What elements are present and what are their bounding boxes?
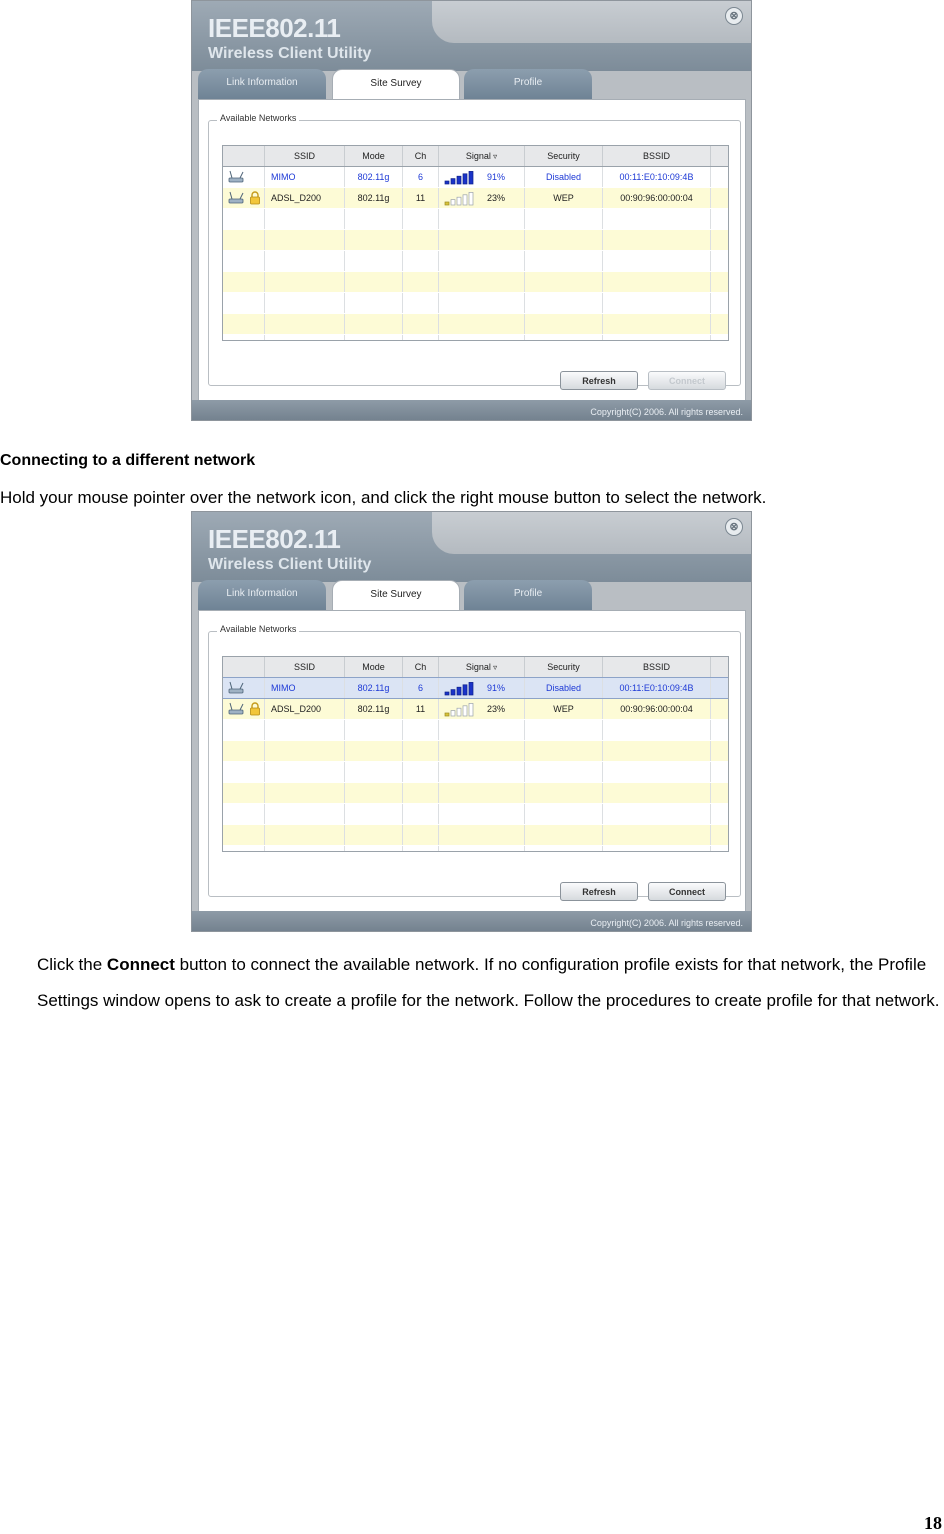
cell-mode: [345, 314, 403, 334]
signal-bar: [469, 703, 473, 716]
networks-grid: [222, 145, 729, 341]
cell-mode: [345, 272, 403, 292]
lock-icon: [249, 191, 261, 205]
cell-ssid: [265, 762, 345, 782]
icon-cell: [223, 314, 265, 334]
tab-profile[interactable]: Profile: [464, 69, 592, 99]
icon-cell: [223, 825, 265, 845]
cell-signal: [439, 167, 525, 187]
site-survey-panel: [198, 610, 746, 912]
signal-percent: 91%: [487, 172, 506, 182]
cell-ch: 6: [403, 678, 439, 698]
cell-signal: [439, 314, 525, 334]
icon-cell: [223, 230, 265, 250]
cell-ssid: [265, 209, 345, 229]
cell-ch: [403, 720, 439, 740]
column-header-bssid[interactable]: BSSID: [603, 657, 711, 677]
icon-cell: [223, 293, 265, 313]
empty-row: [223, 293, 728, 313]
icon-cell: [223, 272, 265, 292]
cell-bssid: [603, 720, 711, 740]
cell-security: [525, 335, 603, 341]
available-networks-group: [208, 113, 741, 386]
cell-bssid: 00:90:96:00:00:04: [603, 188, 711, 208]
tab-bar: [198, 69, 743, 99]
cell-ch: [403, 335, 439, 341]
cell-ch: [403, 251, 439, 271]
cell-security: [525, 720, 603, 740]
signal-bar: [469, 192, 473, 205]
cell-bssid: 00:11:E0:10:09:4B: [603, 678, 711, 698]
close-icon[interactable]: ⊗: [725, 7, 743, 25]
cell-ch: [403, 846, 439, 852]
cell-bssid: [603, 804, 711, 824]
close-icon[interactable]: ⊗: [725, 518, 743, 536]
cell-ssid: [265, 293, 345, 313]
cell-signal: [439, 783, 525, 803]
cell-ch: [403, 783, 439, 803]
cell-bssid: [603, 209, 711, 229]
empty-row: [223, 335, 728, 341]
signal-bar: [457, 708, 461, 716]
cell-ssid: [265, 314, 345, 334]
lock-icon: [249, 702, 261, 716]
cell-security: [525, 804, 603, 824]
cell-mode: [345, 335, 403, 341]
signal-percent: 23%: [487, 193, 506, 203]
icon-cell: [223, 699, 265, 719]
cell-ssid: [265, 272, 345, 292]
cell-signal: [439, 188, 525, 208]
cell-ch: [403, 314, 439, 334]
empty-row: [223, 251, 728, 271]
column-header-security[interactable]: Security: [525, 146, 603, 166]
cell-bssid: [603, 230, 711, 250]
cell-ssid: [265, 804, 345, 824]
cell-security: [525, 209, 603, 229]
cell-security: WEP: [525, 699, 603, 719]
empty-row: [223, 762, 728, 782]
network-row[interactable]: [223, 678, 728, 698]
cell-signal: [439, 272, 525, 292]
cell-security: [525, 762, 603, 782]
grid-header: [223, 146, 728, 167]
cell-security: [525, 783, 603, 803]
signal-bar: [445, 713, 449, 716]
cell-security: WEP: [525, 188, 603, 208]
icon-cell: [223, 741, 265, 761]
cell-security: [525, 272, 603, 292]
cell-mode: [345, 846, 403, 852]
refresh-button[interactable]: Refresh: [560, 882, 638, 901]
cell-ssid: [265, 230, 345, 250]
tab-site-survey[interactable]: Site Survey: [332, 69, 460, 99]
signal-bar: [463, 705, 467, 715]
network-row[interactable]: [223, 167, 728, 187]
cell-bssid: 00:90:96:00:00:04: [603, 699, 711, 719]
cell-signal: [439, 804, 525, 824]
icon-cell: [223, 783, 265, 803]
empty-row: [223, 230, 728, 250]
column-header-ch[interactable]: Ch: [403, 657, 439, 677]
signal-strength-icon: [443, 682, 477, 696]
signal-bar: [445, 181, 449, 184]
cell-security: Disabled: [525, 167, 603, 187]
copyright-text: Copyright(C) 2006. All rights reserved.: [590, 407, 743, 417]
icon-cell: [223, 335, 265, 341]
signal-bar: [457, 687, 461, 695]
empty-row: [223, 314, 728, 334]
cell-ssid: [265, 741, 345, 761]
signal-bar: [445, 202, 449, 205]
cell-ssid: [265, 825, 345, 845]
network-row[interactable]: [223, 188, 728, 208]
empty-row: [223, 720, 728, 740]
empty-row: [223, 741, 728, 761]
cell-mode: 802.11g: [345, 188, 403, 208]
signal-bar: [463, 173, 467, 183]
cell-ch: 11: [403, 699, 439, 719]
signal-bar: [457, 197, 461, 205]
cell-ch: [403, 825, 439, 845]
column-header-bssid[interactable]: BSSID: [603, 146, 711, 166]
cell-ch: [403, 741, 439, 761]
cell-mode: 802.11g: [345, 167, 403, 187]
cell-bssid: [603, 741, 711, 761]
access-point-icon[interactable]: [227, 681, 247, 695]
connect-button-disabled: Connect: [648, 371, 726, 390]
cell-mode: [345, 209, 403, 229]
tab-site-survey[interactable]: Site Survey: [332, 580, 460, 610]
empty-row: [223, 804, 728, 824]
network-row[interactable]: [223, 699, 728, 719]
group-label: Available Networks: [217, 113, 299, 123]
cell-mode: [345, 804, 403, 824]
cell-ch: [403, 804, 439, 824]
cell-ch: [403, 293, 439, 313]
cell-security: [525, 741, 603, 761]
signal-bar: [457, 176, 461, 184]
signal-bar: [469, 682, 473, 695]
refresh-button[interactable]: Refresh: [560, 371, 638, 390]
tab-link-information[interactable]: Link Information: [198, 580, 326, 610]
cell-security: [525, 230, 603, 250]
connect-paragraph: [37, 947, 942, 1019]
signal-bar: [463, 684, 467, 694]
brand-subtitle: Wireless Client Utility: [208, 556, 372, 573]
brand-title: IEEE802.11: [208, 13, 341, 43]
signal-bar: [451, 710, 455, 715]
signal-strength-icon: [443, 192, 477, 206]
signal-bar: [451, 199, 455, 204]
header-icon-cell: [223, 657, 265, 677]
page-number: 18: [924, 1513, 942, 1533]
cell-mode: 802.11g: [345, 699, 403, 719]
cell-ssid: [265, 783, 345, 803]
cell-security: [525, 825, 603, 845]
cell-mode: [345, 230, 403, 250]
banner-decoration: [432, 512, 751, 554]
brand-title: IEEE802.11: [208, 524, 341, 554]
icon-cell: [223, 762, 265, 782]
section-heading: Connecting to a different network: [0, 452, 256, 469]
empty-row: [223, 272, 728, 292]
utility-window-2: [191, 511, 752, 932]
signal-bar: [451, 689, 455, 694]
grid-header: [223, 657, 728, 678]
cell-ssid: [265, 335, 345, 341]
cell-mode: [345, 825, 403, 845]
empty-row: [223, 846, 728, 852]
signal-bar: [445, 692, 449, 695]
cell-signal: [439, 251, 525, 271]
column-header-ch[interactable]: Ch: [403, 146, 439, 166]
cell-bssid: [603, 314, 711, 334]
cell-ssid: ADSL_D200: [265, 188, 345, 208]
available-networks-group: [208, 624, 741, 897]
cell-security: [525, 846, 603, 852]
icon-cell: [223, 846, 265, 852]
instruction-paragraph: Hold your mouse pointer over the network icon, and click the right mouse button to select the network.: [0, 488, 767, 507]
cell-ch: [403, 209, 439, 229]
cell-ssid: [265, 720, 345, 740]
cell-signal: [439, 209, 525, 229]
cell-signal: [439, 293, 525, 313]
connect-label-bold: Connect: [106, 955, 175, 974]
cell-mode: [345, 783, 403, 803]
cell-ssid: ADSL_D200: [265, 699, 345, 719]
cell-ch: [403, 762, 439, 782]
access-point-icon[interactable]: [227, 191, 247, 205]
signal-strength-icon: [443, 703, 477, 717]
column-header-security[interactable]: Security: [525, 657, 603, 677]
empty-row: [223, 209, 728, 229]
cell-signal: [439, 678, 525, 698]
icon-cell: [223, 720, 265, 740]
site-survey-panel: [198, 99, 746, 401]
connect-button[interactable]: Connect: [648, 882, 726, 901]
utility-window-1: [191, 0, 752, 421]
cell-security: Disabled: [525, 678, 603, 698]
icon-cell: [223, 188, 265, 208]
empty-row: [223, 783, 728, 803]
networks-grid: [222, 656, 729, 852]
icon-cell: [223, 167, 265, 187]
cell-signal: [439, 335, 525, 341]
access-point-icon[interactable]: [227, 170, 247, 184]
copyright-text: Copyright(C) 2006. All rights reserved.: [590, 918, 743, 928]
cell-signal: [439, 741, 525, 761]
cell-signal: [439, 762, 525, 782]
cell-mode: [345, 741, 403, 761]
cell-ch: [403, 272, 439, 292]
group-label: Available Networks: [217, 624, 299, 634]
cell-ssid: [265, 251, 345, 271]
icon-cell: [223, 251, 265, 271]
column-header-signal[interactable]: Signal ▿: [439, 657, 525, 677]
column-header-ssid[interactable]: SSID: [265, 146, 345, 166]
signal-bar: [463, 194, 467, 204]
cell-signal: [439, 230, 525, 250]
sort-icon[interactable]: ▿: [490, 663, 498, 672]
cell-signal: [439, 699, 525, 719]
cell-bssid: [603, 251, 711, 271]
tab-bar: [198, 580, 743, 610]
column-header-signal[interactable]: Signal ▿: [439, 146, 525, 166]
icon-cell: [223, 678, 265, 698]
header-icon-cell: [223, 146, 265, 166]
icon-cell: [223, 804, 265, 824]
tab-link-information[interactable]: Link Information: [198, 69, 326, 99]
signal-bar: [469, 171, 473, 184]
cell-bssid: [603, 272, 711, 292]
cell-bssid: 00:11:E0:10:09:4B: [603, 167, 711, 187]
cell-mode: [345, 293, 403, 313]
sort-icon[interactable]: ▿: [490, 152, 498, 161]
cell-ssid: MIMO: [265, 167, 345, 187]
column-header-mode[interactable]: Mode: [345, 146, 403, 166]
cell-ssid: [265, 846, 345, 852]
cell-mode: 802.11g: [345, 678, 403, 698]
cell-signal: [439, 720, 525, 740]
cell-signal: [439, 825, 525, 845]
signal-strength-icon: [443, 171, 477, 185]
cell-bssid: [603, 762, 711, 782]
signal-percent: 91%: [487, 683, 506, 693]
cell-security: [525, 293, 603, 313]
brand-subtitle: Wireless Client Utility: [208, 45, 372, 62]
cell-bssid: [603, 846, 711, 852]
cell-mode: [345, 251, 403, 271]
cell-ch: 11: [403, 188, 439, 208]
cell-mode: [345, 720, 403, 740]
cell-ch: 6: [403, 167, 439, 187]
signal-bar: [451, 178, 455, 183]
empty-row: [223, 825, 728, 845]
para2-text-end: button to connect the available network. If no configuration profile exists for that network, the Profile Settings window opens to ask to create a profile for the network. Follow the procedures to create profile for that network.: [37, 955, 940, 1010]
cell-security: [525, 251, 603, 271]
cell-signal: [439, 846, 525, 852]
banner-decoration: [432, 1, 751, 43]
access-point-icon[interactable]: [227, 702, 247, 716]
cell-bssid: [603, 335, 711, 341]
tab-profile[interactable]: Profile: [464, 580, 592, 610]
para2-text-start: Click the: [37, 955, 107, 974]
column-header-mode[interactable]: Mode: [345, 657, 403, 677]
signal-percent: 23%: [487, 704, 506, 714]
cell-bssid: [603, 293, 711, 313]
cell-mode: [345, 762, 403, 782]
cell-ssid: MIMO: [265, 678, 345, 698]
column-header-ssid[interactable]: SSID: [265, 657, 345, 677]
cell-bssid: [603, 825, 711, 845]
cell-ch: [403, 230, 439, 250]
cell-bssid: [603, 783, 711, 803]
cell-security: [525, 314, 603, 334]
icon-cell: [223, 209, 265, 229]
